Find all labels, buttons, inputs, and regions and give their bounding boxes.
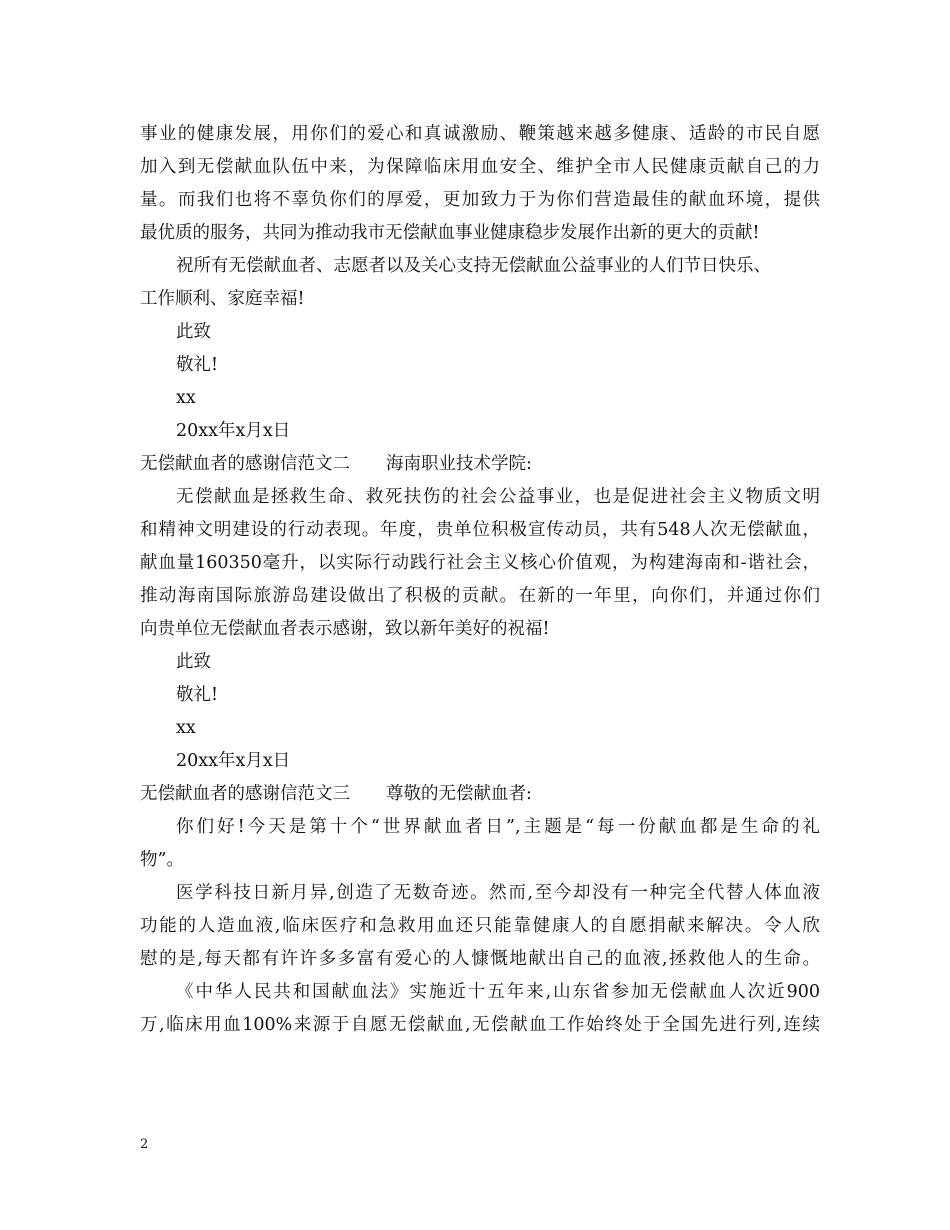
section-heading [140,778,820,811]
paragraph-line: 最优质的服务，共同为推动我市无偿献血事业健康稳步发展作出新的更大的贡献! [140,223,760,243]
paragraph-line: 工作顺利、家庭幸福! [140,289,305,309]
paragraph-line: 祝所有无偿献血者、志愿者以及关心支持无偿献血公益事业的人们节日快乐、 [176,256,771,276]
paragraph-line: 功能的人造血液,临床医疗和急救用血还只能靠健康人的自愿捐献来解决。令人欣 [140,916,820,936]
paragraph-line: 量。而我们也将不辜负你们的厚爱，更加致力于为你们营造最佳的献血环境，提供 [140,190,820,210]
closing-regards: 敬礼! [176,355,219,375]
paragraph-line: 《中华人民共和国献血法》实施近十五年来,山东省参加无偿献血人次近900 [176,982,820,1002]
section-heading [140,448,820,481]
page-number: 2 [140,1137,149,1152]
document-body [140,118,820,1042]
closing-salutation: 此致 [176,652,211,672]
paragraph-line: 无偿献血是拯救生命、救死扶伤的社会公益事业，也是促进社会主义物质文明 [176,487,820,507]
paragraph-line: 加入到无偿献血队伍中来，为保障临床用血安全、维护全市人民健康贡献自己的力 [140,157,820,177]
paragraph-line: 向贵单位无偿献血者表示感谢，致以新年美好的祝福! [140,619,550,639]
letter-date: 20xx年x月x日 [176,751,291,771]
paragraph-line: 和精神文明建设的行动表现。年度，贵单位积极宣传动员，共有548人次无偿献血， [140,520,820,540]
signature: xx [176,388,196,408]
paragraph-line: 万,临床用血100%来源于自愿无偿献血,无偿献血工作始终处于全国先进行列,连续 [140,1015,820,1035]
paragraph-line: 慰的是,每天都有许许多多富有爱心的人慷慨地献出自己的血液,拯救他人的生命。 [140,949,820,969]
section-title: 无偿献血者的感谢信范文二 [140,454,350,474]
paragraph-line: 献血量160350毫升，以实际行动践行社会主义核心价值观，为构建海南和-谐社会， [140,553,820,573]
paragraph-line: 推动海南国际旅游岛建设做出了积极的贡献。在新的一年里，向你们，并通过你们 [140,586,820,606]
letter-date: 20xx年x月x日 [176,421,291,441]
paragraph-line: 事业的健康发展，用你们的爱心和真诚激励、鞭策越来越多健康、适龄的市民自愿 [140,124,820,144]
section-title: 无偿献血者的感谢信范文三 [140,784,350,804]
recipient: 尊敬的无偿献血者: [386,784,532,804]
closing-regards: 敬礼! [176,685,219,705]
closing-salutation: 此致 [176,322,211,342]
paragraph-line: 你们好!今天是第十个“世界献血者日”,主题是“每一份献血都是生命的礼 [176,817,820,837]
paragraph-line: 物”。 [140,850,184,870]
recipient: 海南职业技术学院: [386,454,532,474]
paragraph-line: 医学科技日新月异,创造了无数奇迹。然而,至今却没有一种完全代替人体血液 [176,883,820,903]
signature: xx [176,718,196,738]
